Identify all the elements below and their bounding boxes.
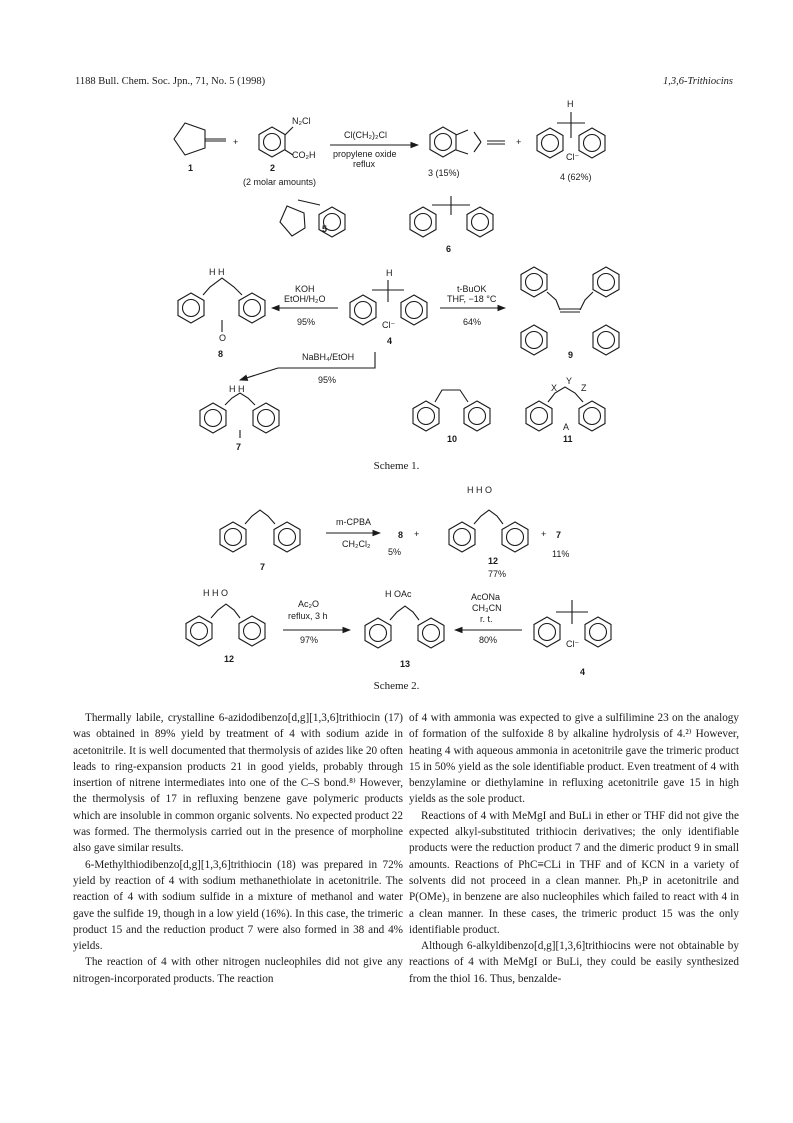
plus-a: +: [233, 137, 239, 147]
label-4: 4 (62%): [560, 172, 592, 182]
structure-3: [430, 127, 505, 157]
label-5: 5: [322, 224, 328, 234]
structure-4-center: [350, 280, 427, 325]
left-paragraph-3: The reaction of 4 with other nitrogen nucleophiles did not give any nitrogen-incorporated products. The reaction: [73, 956, 403, 985]
cond-mcpba: m-CPBA: [336, 517, 372, 527]
hh-7: H H: [229, 384, 245, 394]
label-8-s2: 8: [398, 530, 404, 540]
hoac-13: H OAc: [385, 589, 412, 599]
yield-12: 77%: [488, 569, 507, 579]
label-1: 1: [188, 163, 194, 173]
cond1a: Cl(CH₂)₂Cl: [344, 130, 387, 140]
structure-9: [521, 267, 619, 355]
cond-97: 97%: [300, 635, 319, 645]
cond2b: EtOH/H₂O: [284, 294, 326, 304]
left-paragraph-2: 6-Methylthiodibenzo[d,g][1,3,6]trithiocin (18) was prepared in 72% yield by reaction of 4 with sodium methanethiolate in acetonitrile. The reaction of 4 with sodium sulfide in a mixture of methanol and water gave the sulfide 19, though in a low yield (16%). In this case, the trimeric product 15 and the reduction product 7 were also formed in 38 and 4% yields.: [73, 858, 403, 953]
left-column: [73, 710, 403, 987]
structure-7: [200, 393, 279, 438]
scheme-1: [0, 95, 793, 470]
structure-5: [280, 200, 345, 237]
right-paragraph-3: Although 6-alkyldibenzo[d,g][1,3,6]trithiocins were not obtainable by reactions of 4 with MeMgI or BuLi, they could be easily synthesized from the thiol 16. Thus, benzalde-: [409, 940, 739, 985]
label-10: 10: [447, 434, 458, 444]
structure-1: [174, 123, 226, 155]
scheme-2-caption: Scheme 2.: [373, 680, 420, 692]
label-12b: 12: [224, 654, 235, 664]
label-4-s2: 4: [580, 667, 586, 677]
cond-ch2cl2: CH₂Cl₂: [342, 539, 371, 549]
cond3a: t-BuOK: [457, 284, 487, 294]
x-11: X: [551, 383, 558, 393]
structure-8: [178, 278, 265, 332]
label-7: 7: [236, 442, 242, 452]
label-8: 8: [218, 349, 224, 359]
cond2c: 95%: [297, 317, 316, 327]
cond-ac2o: Ac₂O: [298, 599, 319, 609]
hho-12: H H O: [467, 485, 493, 495]
cond1c: reflux: [353, 159, 376, 169]
cond-ch3cn: CH₃CN: [472, 603, 502, 613]
label-7b-s2: 7: [556, 530, 562, 540]
label-12: 12: [488, 556, 499, 566]
o-8: O: [219, 333, 227, 343]
running-header-right: 1,3,6-Trithiocins: [662, 76, 733, 87]
scheme-1-caption: Scheme 1.: [373, 460, 420, 472]
z-11: Z: [581, 383, 587, 393]
label-2: 2: [270, 163, 276, 173]
right-paragraph-1: of 4 with ammonia was expected to give a sulfilimine 23 on the analogy of formation of the sulfoxide 8 by alkaline hydrolysis of 4.²⁾ However, heating 4 with aqueous ammonia in acetonitrile gave the trimeric product 15 in 50% yield as the sole identifiable product. Even treatment of 4 with benzylamine or diethylamine in refluxing acetonitrile gave 15 in high yields as the sole product.: [409, 712, 739, 806]
chloride-4: Cl⁻: [566, 152, 580, 162]
cond1b: propylene oxide: [333, 149, 397, 159]
label-7-s2: 7: [260, 562, 266, 572]
label-6: 6: [446, 244, 452, 254]
label-11: 11: [563, 434, 573, 444]
cond-reflux: reflux, 3 h: [288, 611, 328, 621]
label-3: 3 (15%): [428, 168, 460, 178]
yield-8: 5%: [388, 547, 402, 557]
label-4b: 4: [387, 336, 393, 346]
yield-7: 11%: [552, 549, 570, 559]
scheme-2: [0, 485, 793, 680]
right-column: [409, 710, 739, 987]
chloride-4b: Cl⁻: [382, 320, 396, 330]
structure-2: [259, 127, 293, 157]
cond-80: 80%: [479, 635, 498, 645]
cond-rt: r. t.: [480, 614, 493, 624]
cond4a: NaBH₄/EtOH: [302, 352, 355, 362]
cond2a: KOH: [295, 284, 315, 294]
amount-2: (2 molar amounts): [243, 177, 317, 187]
cond3c: 64%: [463, 317, 482, 327]
structure-12: [449, 510, 528, 552]
hho-12b: H H O: [203, 588, 229, 598]
structure-12b: [186, 604, 265, 646]
chloride-s2: Cl⁻: [566, 639, 580, 649]
structure-6: [410, 196, 493, 237]
co2h: CO₂H: [292, 150, 316, 160]
right-paragraph-2: Reactions of 4 with MeMgI and BuLi in ether or THF did not give the expected alkyl-substituted trithiocin derivatives; the only identifiable products were the reduction product 7 and the dimeric product 9 in small amounts. Reactions of PhC≡CLi in THF and of KCN in a variety of solvents did not proceed in a clean manner. Ph₃P in acetonitrile and P(OMe)₃ in benzene are also nucleophiles which failed to react with 4 in a clean manner. In these cases, the trimeric product 15 was the only identifiable product.: [409, 809, 739, 936]
plus-b: +: [516, 137, 522, 147]
label-9: 9: [568, 350, 574, 360]
label-13: 13: [400, 659, 411, 669]
h-4: H: [567, 99, 574, 109]
hh-8: H H: [209, 267, 225, 277]
a-11: A: [563, 422, 570, 432]
plus-s2a: +: [414, 529, 420, 539]
cond3b: THF, −18 °C: [447, 294, 497, 304]
structure-13: [365, 606, 444, 648]
plus-s2b: +: [541, 529, 547, 539]
running-header-left: 1188 Bull. Chem. Soc. Jpn., 71, No. 5 (1998): [75, 76, 266, 87]
n2cl: N₂Cl: [292, 116, 311, 126]
cond4b: 95%: [318, 375, 337, 385]
h-4b: H: [386, 268, 393, 278]
left-paragraph-1: Thermally labile, crystalline 6-azidodibenzo[d,g][1,3,6]trithiocin (17) was obtained in 89% yield by treatment of 4 with sodium azide in acetonitrile. It is well documented that thermolysis of azides like 20 often leads to ring-expansion products 21 in good yields, probably through insertion of nitrene intermediates into one of the C–S bond.⁸⁾ However, the thermolysis of 17 in refluxing benzene gave polymeric products which are insoluble in common organic solvents. No expected product 22 was formed. The thermolysis carried out in the presence of morpholine also gave similar results.: [73, 712, 403, 855]
cond-aconа: AcONa: [471, 592, 501, 602]
structure-10: [413, 390, 490, 431]
structure-7-s2: [220, 510, 300, 552]
y-11: Y: [566, 376, 573, 386]
